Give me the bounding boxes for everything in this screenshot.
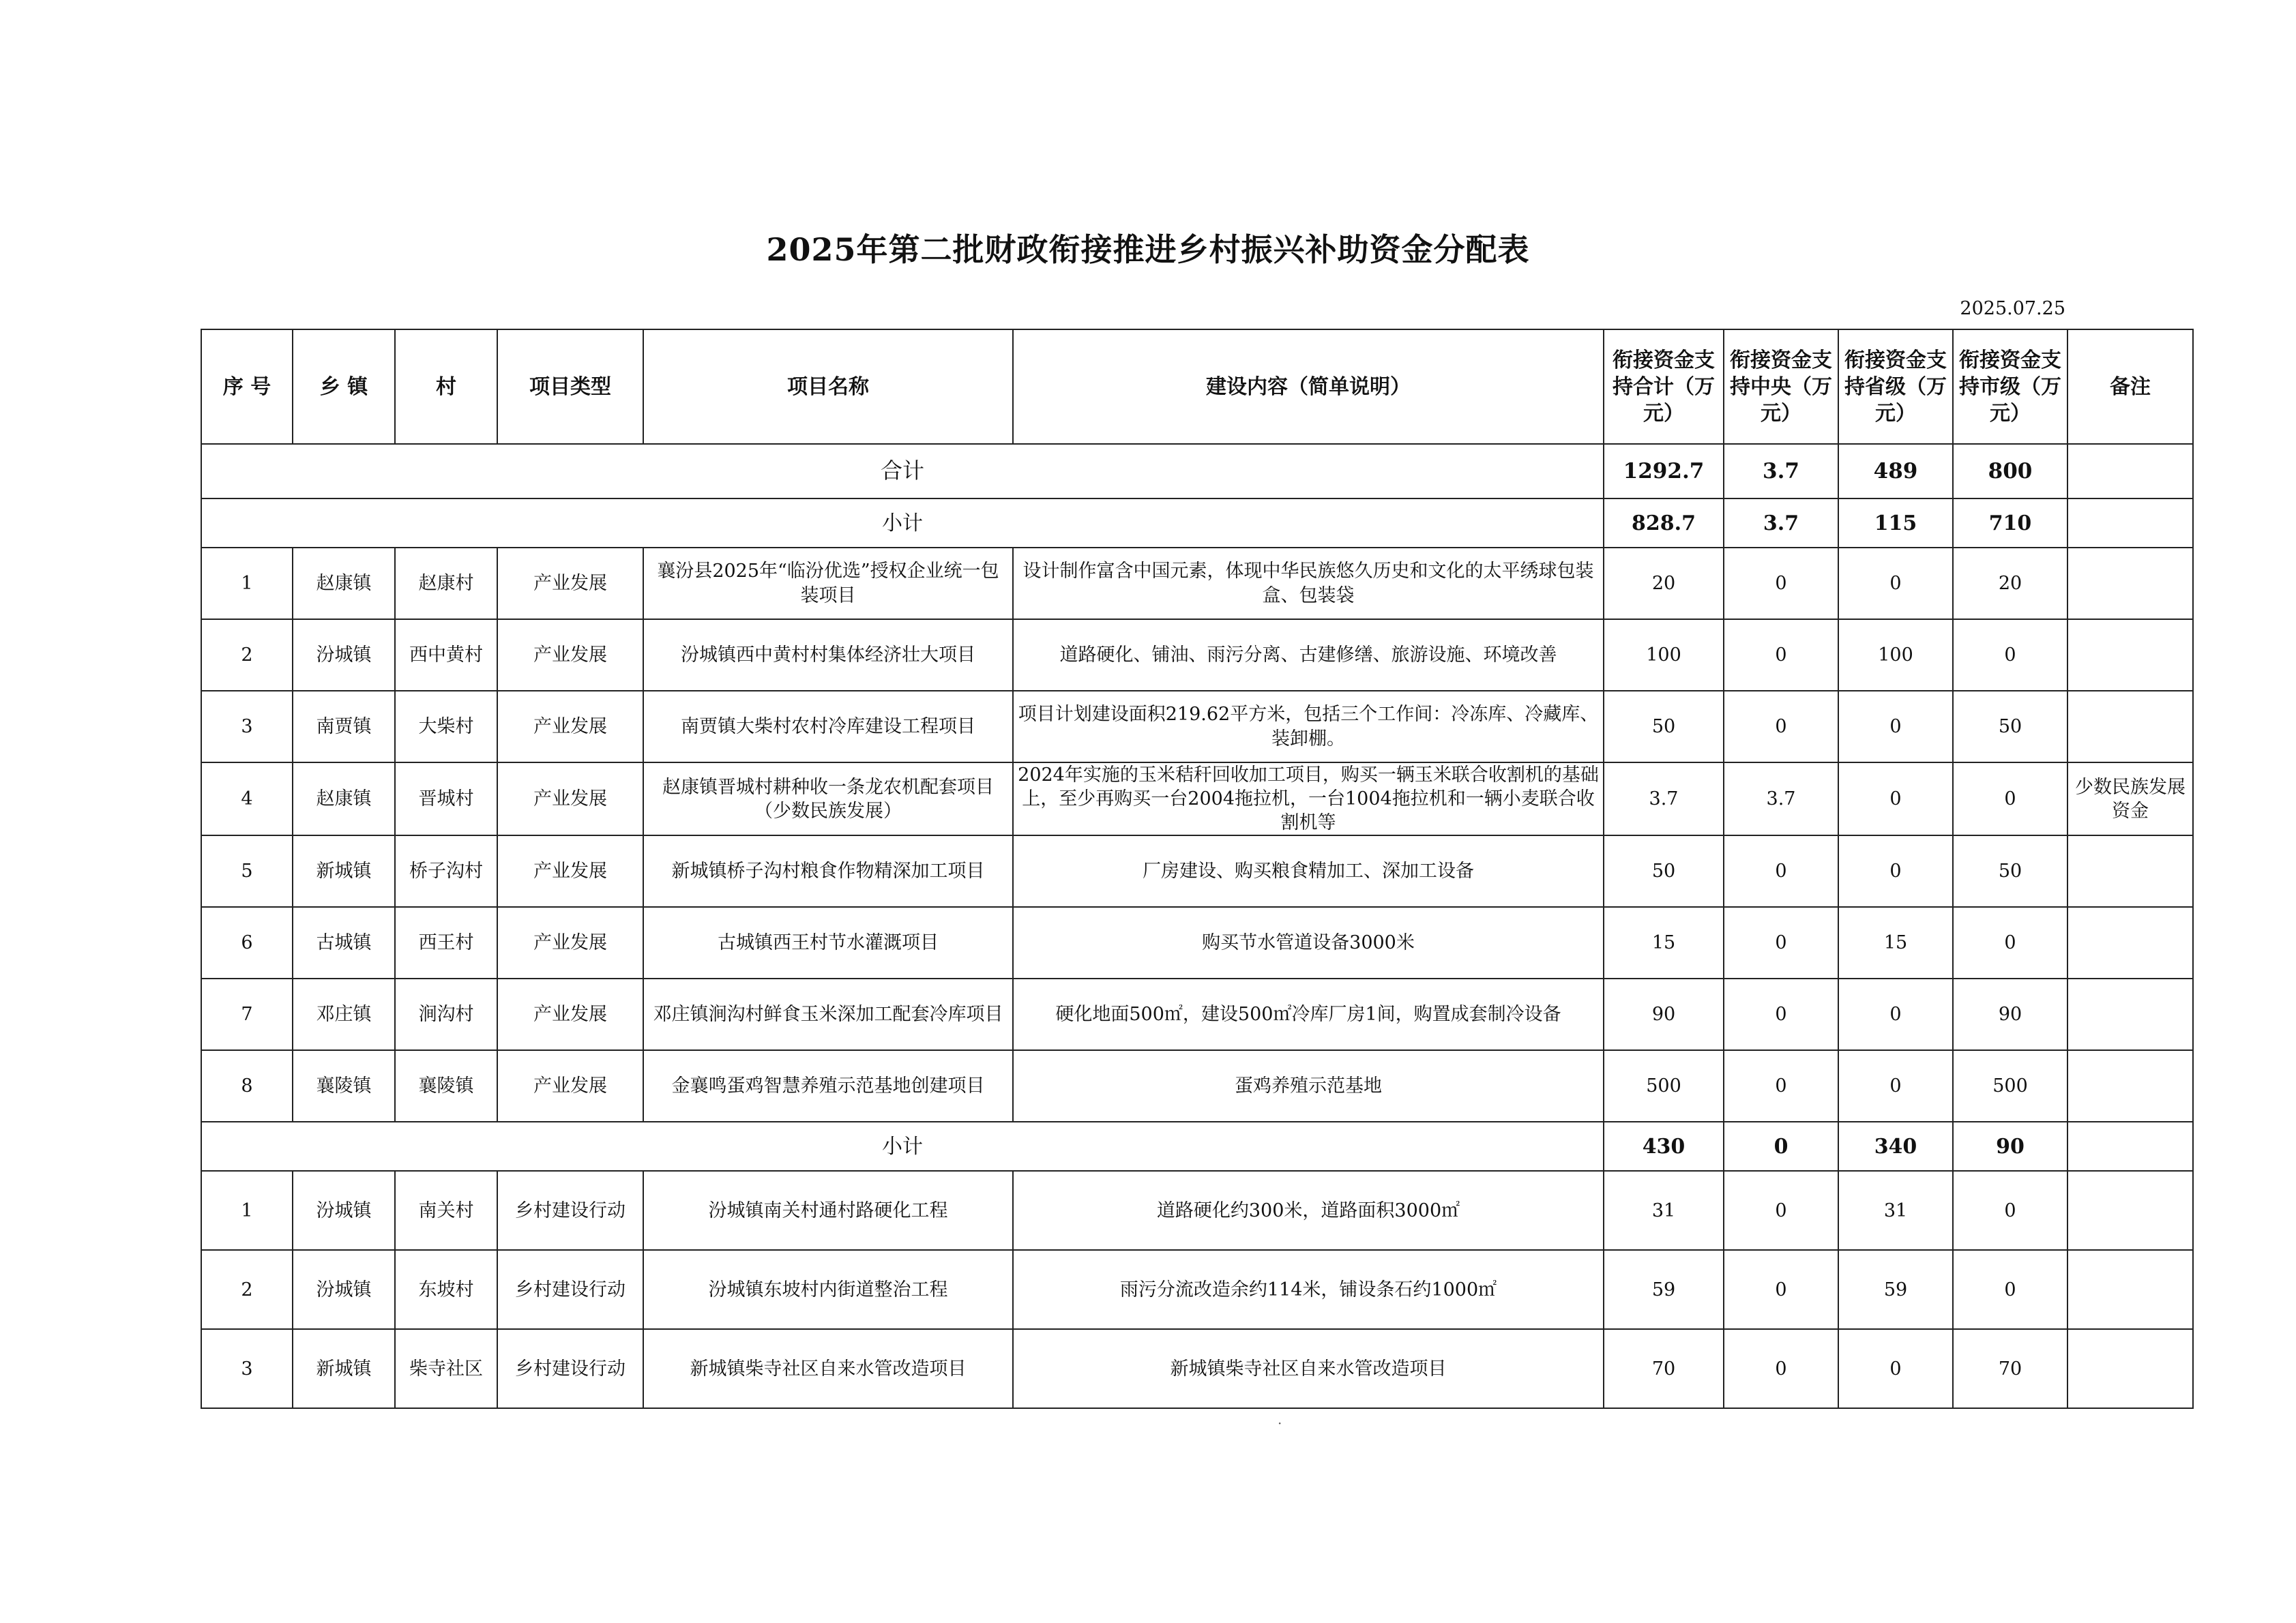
grand-total-label: 合计 (201, 444, 1604, 498)
cell-remark (2067, 979, 2193, 1050)
cell-seq: 2 (201, 1250, 293, 1329)
subtotal-central: 3.7 (1724, 498, 1838, 548)
cell-central: 0 (1724, 1329, 1838, 1408)
subtotal-remark (2067, 498, 2193, 548)
cell-seq: 8 (201, 1050, 293, 1122)
cell-town: 古城镇 (293, 907, 395, 979)
header-town: 乡 镇 (293, 329, 395, 444)
cell-province: 31 (1838, 1171, 1953, 1250)
cell-total: 90 (1604, 979, 1724, 1050)
cell-village: 西王村 (395, 907, 497, 979)
grand-total-total: 1292.7 (1604, 444, 1724, 498)
cell-town: 新城镇 (293, 1329, 395, 1408)
grand-total-central: 3.7 (1724, 444, 1838, 498)
cell-town: 赵康镇 (293, 762, 395, 835)
cell-total: 100 (1604, 619, 1724, 691)
cell-province: 0 (1838, 979, 1953, 1050)
cell-remark (2067, 907, 2193, 979)
cell-central: 0 (1724, 835, 1838, 907)
cell-content: 购买节水管道设备3000米 (1013, 907, 1604, 979)
header-remark: 备注 (2067, 329, 2193, 444)
cell-town: 新城镇 (293, 835, 395, 907)
cell-village: 襄陵镇 (395, 1050, 497, 1122)
cell-seq: 1 (201, 548, 293, 619)
cell-seq: 3 (201, 1329, 293, 1408)
cell-project-name: 南贾镇大柴村农村冷库建设工程项目 (643, 691, 1013, 762)
cell-city: 0 (1953, 762, 2067, 835)
cell-central: 0 (1724, 548, 1838, 619)
cell-city: 0 (1953, 1250, 2067, 1329)
cell-total: 59 (1604, 1250, 1724, 1329)
table-row (201, 1171, 2193, 1250)
cell-town: 汾城镇 (293, 1171, 395, 1250)
cell-content: 设计制作富含中国元素，体现中华民族悠久历史和文化的太平绣球包装盒、包装袋 (1013, 548, 1604, 619)
cell-remark (2067, 1171, 2193, 1250)
cell-province: 0 (1838, 1050, 1953, 1122)
document-date: 2025.07.25 (1960, 298, 2065, 319)
subtotal-row (201, 498, 2193, 548)
cell-remark (2067, 1050, 2193, 1122)
cell-remark (2067, 548, 2193, 619)
cell-project-name: 汾城镇西中黄村村集体经济壮大项目 (643, 619, 1013, 691)
cell-type: 产业发展 (497, 979, 643, 1050)
cell-type: 产业发展 (497, 835, 643, 907)
cell-content: 2024年实施的玉米秸秆回收加工项目，购买一辆玉米联合收割机的基础上，至少再购买一台2004拖拉机，一台1004拖拉机和一辆小麦联合收割机等 (1013, 762, 1604, 835)
subtotal-remark (2067, 1122, 2193, 1171)
cell-central: 0 (1724, 691, 1838, 762)
cell-seq: 4 (201, 762, 293, 835)
cell-city: 50 (1953, 691, 2067, 762)
cell-project-name: 新城镇桥子沟村粮食作物精深加工项目 (643, 835, 1013, 907)
cell-village: 桥子沟村 (395, 835, 497, 907)
cell-seq: 6 (201, 907, 293, 979)
cell-city: 500 (1953, 1050, 2067, 1122)
cell-town: 邓庄镇 (293, 979, 395, 1050)
cell-project-name: 邓庄镇涧沟村鲜食玉米深加工配套冷库项目 (643, 979, 1013, 1050)
table-row (201, 1250, 2193, 1329)
header-seq: 序 号 (201, 329, 293, 444)
cell-central: 0 (1724, 907, 1838, 979)
cell-total: 3.7 (1604, 762, 1724, 835)
cell-town: 汾城镇 (293, 619, 395, 691)
cell-remark (2067, 1250, 2193, 1329)
table-row (201, 619, 2193, 691)
cell-city: 0 (1953, 619, 2067, 691)
cell-village: 东坡村 (395, 1250, 497, 1329)
cell-province: 100 (1838, 619, 1953, 691)
cell-seq: 1 (201, 1171, 293, 1250)
page-mark: · (1278, 1415, 1282, 1431)
cell-project-name: 赵康镇晋城村耕种收一条龙农机配套项目（少数民族发展） (643, 762, 1013, 835)
cell-central: 0 (1724, 619, 1838, 691)
cell-content: 项目计划建设面积219.62平方米，包括三个工作间：冷冻库、冷藏库、装卸棚。 (1013, 691, 1604, 762)
header-project-type: 项目类型 (497, 329, 643, 444)
table-row (201, 1050, 2193, 1122)
cell-content: 道路硬化、铺油、雨污分离、古建修缮、旅游设施、环境改善 (1013, 619, 1604, 691)
header-total: 衔接资金支持合计（万元） (1604, 329, 1724, 444)
cell-village: 晋城村 (395, 762, 497, 835)
grand-total-row (201, 444, 2193, 498)
cell-total: 50 (1604, 835, 1724, 907)
subtotal-central: 0 (1724, 1122, 1838, 1171)
cell-type: 产业发展 (497, 691, 643, 762)
cell-village: 南关村 (395, 1171, 497, 1250)
table-row (201, 907, 2193, 979)
cell-project-name: 古城镇西王村节水灌溉项目 (643, 907, 1013, 979)
cell-town: 南贾镇 (293, 691, 395, 762)
cell-city: 90 (1953, 979, 2067, 1050)
cell-content: 雨污分流改造余约114米，铺设条石约1000㎡ (1013, 1250, 1604, 1329)
subtotal-total: 828.7 (1604, 498, 1724, 548)
cell-type: 乡村建设行动 (497, 1329, 643, 1408)
cell-central: 0 (1724, 1250, 1838, 1329)
cell-city: 20 (1953, 548, 2067, 619)
header-province: 衔接资金支持省级（万元） (1838, 329, 1953, 444)
cell-remark: 少数民族发展资金 (2067, 762, 2193, 835)
cell-content: 蛋鸡养殖示范基地 (1013, 1050, 1604, 1122)
cell-seq: 2 (201, 619, 293, 691)
cell-seq: 5 (201, 835, 293, 907)
cell-town: 赵康镇 (293, 548, 395, 619)
cell-type: 产业发展 (497, 907, 643, 979)
table-row (201, 762, 2193, 835)
grand-total-city: 800 (1953, 444, 2067, 498)
cell-type: 产业发展 (497, 619, 643, 691)
subtotal-province: 340 (1838, 1122, 1953, 1171)
cell-total: 70 (1604, 1329, 1724, 1408)
table-row (201, 979, 2193, 1050)
grand-total-province: 489 (1838, 444, 1953, 498)
grand-total-remark (2067, 444, 2193, 498)
cell-total: 15 (1604, 907, 1724, 979)
cell-village: 赵康村 (395, 548, 497, 619)
cell-central: 0 (1724, 1050, 1838, 1122)
cell-project-name: 汾城镇南关村通村路硬化工程 (643, 1171, 1013, 1250)
cell-remark (2067, 691, 2193, 762)
subtotal-label: 小计 (201, 1122, 1604, 1171)
document-title: 2025年第二批财政衔接推进乡村振兴补助资金分配表 (766, 231, 1530, 268)
cell-village: 西中黄村 (395, 619, 497, 691)
cell-central: 0 (1724, 979, 1838, 1050)
subtotal-city: 90 (1953, 1122, 2067, 1171)
cell-remark (2067, 835, 2193, 907)
cell-type: 乡村建设行动 (497, 1250, 643, 1329)
cell-total: 500 (1604, 1050, 1724, 1122)
cell-type: 产业发展 (497, 762, 643, 835)
subtotal-province: 115 (1838, 498, 1953, 548)
subtotal-row (201, 1122, 2193, 1171)
cell-town: 襄陵镇 (293, 1050, 395, 1122)
cell-province: 0 (1838, 835, 1953, 907)
cell-province: 0 (1838, 762, 1953, 835)
header-central: 衔接资金支持中央（万元） (1724, 329, 1838, 444)
cell-remark (2067, 619, 2193, 691)
cell-total: 31 (1604, 1171, 1724, 1250)
cell-type: 产业发展 (497, 548, 643, 619)
header-village: 村 (395, 329, 497, 444)
cell-province: 15 (1838, 907, 1953, 979)
cell-province: 0 (1838, 691, 1953, 762)
cell-type: 乡村建设行动 (497, 1171, 643, 1250)
header-row (201, 329, 2193, 444)
table-row (201, 691, 2193, 762)
cell-city: 0 (1953, 1171, 2067, 1250)
table-row (201, 548, 2193, 619)
cell-village: 柴寺社区 (395, 1329, 497, 1408)
cell-city: 50 (1953, 835, 2067, 907)
subtotal-label: 小计 (201, 498, 1604, 548)
cell-project-name: 新城镇柴寺社区自来水管改造项目 (643, 1329, 1013, 1408)
cell-total: 20 (1604, 548, 1724, 619)
cell-central: 3.7 (1724, 762, 1838, 835)
cell-content: 厂房建设、购买粮食精加工、深加工设备 (1013, 835, 1604, 907)
cell-seq: 7 (201, 979, 293, 1050)
cell-project-name: 金襄鸣蛋鸡智慧养殖示范基地创建项目 (643, 1050, 1013, 1122)
subtotal-total: 430 (1604, 1122, 1724, 1171)
cell-content: 新城镇柴寺社区自来水管改造项目 (1013, 1329, 1604, 1408)
header-content: 建设内容（简单说明） (1013, 329, 1604, 444)
subtotal-city: 710 (1953, 498, 2067, 548)
cell-village: 涧沟村 (395, 979, 497, 1050)
table-row (201, 1329, 2193, 1408)
cell-city: 70 (1953, 1329, 2067, 1408)
cell-central: 0 (1724, 1171, 1838, 1250)
cell-content: 硬化地面500㎡，建设500㎡冷库厂房1间，购置成套制冷设备 (1013, 979, 1604, 1050)
allocation-table (201, 329, 2194, 1409)
cell-village: 大柴村 (395, 691, 497, 762)
cell-city: 0 (1953, 907, 2067, 979)
cell-project-name: 襄汾县2025年“临汾优选”授权企业统一包装项目 (643, 548, 1013, 619)
cell-province: 59 (1838, 1250, 1953, 1329)
cell-province: 0 (1838, 548, 1953, 619)
cell-province: 0 (1838, 1329, 1953, 1408)
cell-type: 产业发展 (497, 1050, 643, 1122)
header-project-name: 项目名称 (643, 329, 1013, 444)
cell-total: 50 (1604, 691, 1724, 762)
cell-project-name: 汾城镇东坡村内街道整治工程 (643, 1250, 1013, 1329)
cell-remark (2067, 1329, 2193, 1408)
cell-seq: 3 (201, 691, 293, 762)
header-city: 衔接资金支持市级（万元） (1953, 329, 2067, 444)
cell-content: 道路硬化约300米，道路面积3000㎡ (1013, 1171, 1604, 1250)
table-row (201, 835, 2193, 907)
cell-town: 汾城镇 (293, 1250, 395, 1329)
